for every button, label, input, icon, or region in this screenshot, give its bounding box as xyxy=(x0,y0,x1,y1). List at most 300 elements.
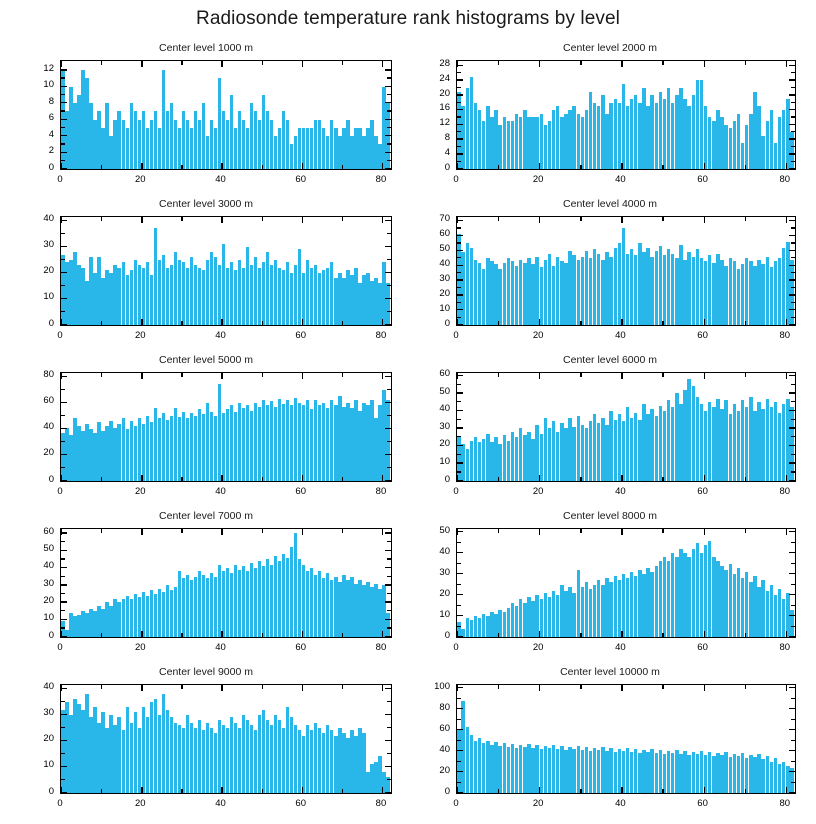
x-tick-label: 40 xyxy=(615,174,626,185)
histogram-bar xyxy=(69,613,72,637)
histogram-bar xyxy=(556,106,559,169)
histogram-bar xyxy=(683,99,686,169)
histogram-bar xyxy=(486,258,489,325)
histogram-bar xyxy=(214,577,217,637)
histogram-bar xyxy=(170,717,173,793)
y-tick xyxy=(61,152,67,153)
y-tick-label: 40 xyxy=(43,421,54,433)
histogram-bar xyxy=(334,278,337,325)
histogram-bar xyxy=(358,580,361,637)
histogram-bar xyxy=(696,397,699,481)
histogram-bar xyxy=(581,587,584,637)
histogram-bar xyxy=(166,585,169,637)
x-tick-minor xyxy=(342,529,343,533)
histogram-bar xyxy=(548,121,551,169)
y-tick-label: 40 xyxy=(439,258,450,270)
y-tick-minor xyxy=(457,257,461,258)
y-tick xyxy=(61,69,67,70)
y-tick-minor xyxy=(791,740,795,741)
y-tick-label: 0 xyxy=(444,317,450,329)
histogram-bar xyxy=(234,412,237,481)
histogram-bar xyxy=(626,407,629,481)
histogram-bar xyxy=(753,576,756,637)
x-tick xyxy=(539,631,540,637)
histogram-bar xyxy=(166,420,169,481)
y-tick xyxy=(61,298,67,299)
histogram-bar xyxy=(724,570,727,637)
histogram-bar xyxy=(338,728,341,793)
histogram-bar xyxy=(503,435,506,481)
histogram-bar xyxy=(186,418,189,481)
histogram-bar xyxy=(81,611,84,637)
x-tick-minor xyxy=(580,61,581,65)
histogram-panel xyxy=(412,42,808,196)
histogram-bar xyxy=(618,414,621,481)
histogram-bar xyxy=(378,589,381,637)
histogram-bar xyxy=(778,258,781,325)
histogram-bar xyxy=(374,762,377,793)
histogram-bar xyxy=(650,409,653,481)
histogram-bar xyxy=(117,424,120,481)
x-tick-minor xyxy=(101,165,102,169)
x-tick-minor xyxy=(342,165,343,169)
y-tick-minor xyxy=(61,727,65,728)
histogram-bar xyxy=(527,117,530,169)
histogram-bar xyxy=(89,257,92,325)
x-tick xyxy=(302,319,303,325)
histogram-bar xyxy=(230,405,233,481)
histogram-bar xyxy=(274,260,277,325)
x-tick-label: 20 xyxy=(134,642,146,653)
histogram-bar xyxy=(130,723,133,793)
histogram-bar xyxy=(679,754,682,793)
histogram-bar xyxy=(294,265,297,325)
histogram-bar xyxy=(572,593,575,637)
histogram-bar xyxy=(577,570,580,637)
y-tick xyxy=(61,601,67,602)
histogram-bar xyxy=(238,728,241,793)
histogram-bar xyxy=(729,258,732,325)
x-tick-label: 60 xyxy=(697,174,708,185)
histogram-bar xyxy=(729,414,732,481)
x-tick-label: 80 xyxy=(375,330,387,341)
y-tick-minor xyxy=(457,419,461,420)
histogram-bar xyxy=(218,265,221,325)
histogram-bar xyxy=(741,578,744,637)
histogram-bar xyxy=(774,595,777,637)
y-tick-label: 4 xyxy=(444,146,450,158)
histogram-bar xyxy=(490,261,493,325)
y-tick-label: 10 xyxy=(439,608,450,620)
histogram-bar xyxy=(663,411,666,481)
histogram-bar xyxy=(757,402,760,481)
x-tick-label: 20 xyxy=(532,642,544,653)
y-tick xyxy=(789,124,795,125)
y-tick-label: 60 xyxy=(43,525,54,537)
histogram-bar xyxy=(93,433,96,481)
histogram-bar xyxy=(548,748,551,793)
y-tick-label: 40 xyxy=(43,213,54,225)
x-tick-minor xyxy=(262,165,263,169)
y-tick-minor xyxy=(387,77,391,78)
x-tick-minor xyxy=(262,789,263,793)
histogram-bar xyxy=(737,411,740,481)
histogram-bar xyxy=(206,723,209,793)
histogram-bar xyxy=(97,723,100,793)
histogram-bar xyxy=(350,136,353,169)
x-tick-minor xyxy=(342,61,343,65)
histogram-bar xyxy=(314,723,317,793)
histogram-bar xyxy=(101,712,104,793)
y-tick-minor xyxy=(457,740,461,741)
histogram-bar xyxy=(515,114,518,169)
x-tick-minor xyxy=(580,685,581,689)
x-tick xyxy=(704,217,705,223)
bar-series xyxy=(457,217,795,325)
histogram-bar xyxy=(354,268,357,325)
histogram-bar xyxy=(745,258,748,325)
histogram-bar xyxy=(174,252,177,325)
x-tick-label: 40 xyxy=(215,642,226,653)
histogram-bar xyxy=(310,568,313,637)
histogram-bar xyxy=(142,111,145,169)
x-tick xyxy=(457,61,458,67)
x-tick xyxy=(302,217,303,223)
histogram-bar xyxy=(618,243,621,325)
histogram-bar xyxy=(113,725,116,793)
histogram-bar xyxy=(274,407,277,481)
y-tick-minor xyxy=(61,467,65,468)
histogram-bar xyxy=(523,110,526,169)
histogram-bar xyxy=(210,412,213,481)
y-tick xyxy=(789,294,795,295)
y-tick-minor xyxy=(791,317,795,318)
histogram-bar xyxy=(770,110,773,169)
x-tick xyxy=(786,61,787,67)
histogram-bar xyxy=(130,599,133,637)
histogram-bar xyxy=(618,103,621,169)
histogram-bar xyxy=(322,578,325,637)
histogram-bar xyxy=(294,725,297,793)
histogram-bar xyxy=(282,554,285,637)
x-tick-minor xyxy=(342,321,343,325)
y-tick xyxy=(61,272,67,273)
y-tick xyxy=(385,567,391,568)
y-tick xyxy=(385,740,391,741)
y-tick xyxy=(385,454,391,455)
histogram-bar xyxy=(490,117,493,169)
histogram-bar xyxy=(262,566,265,637)
y-tick-label: 0 xyxy=(48,317,54,329)
y-tick-label: 0 xyxy=(48,629,54,641)
histogram-bar xyxy=(85,424,88,481)
y-tick-minor xyxy=(61,160,65,161)
histogram-bar xyxy=(250,725,253,793)
y-tick xyxy=(457,153,463,154)
histogram-bar xyxy=(246,405,249,481)
y-tick xyxy=(457,771,463,772)
histogram-bar xyxy=(298,249,301,325)
histogram-bar xyxy=(650,95,653,169)
histogram-bar xyxy=(535,257,538,325)
y-tick xyxy=(385,619,391,620)
y-tick-minor xyxy=(61,110,65,111)
histogram-bar xyxy=(222,725,225,793)
x-tick-label: 80 xyxy=(779,174,791,185)
histogram-bar xyxy=(614,576,617,637)
histogram-bar xyxy=(81,268,84,325)
histogram-bar xyxy=(298,730,301,793)
histogram-bar xyxy=(753,92,756,169)
histogram-bar xyxy=(278,561,281,637)
histogram-bar xyxy=(757,106,760,169)
histogram-bar xyxy=(310,268,313,325)
histogram-bar xyxy=(154,594,157,637)
histogram-bar xyxy=(222,413,225,481)
histogram-bar xyxy=(230,717,233,793)
histogram-bar xyxy=(663,255,666,325)
y-tick-label: 30 xyxy=(439,420,450,432)
histogram-bar xyxy=(254,568,257,637)
histogram-bar xyxy=(85,281,88,325)
x-tick-minor xyxy=(580,165,581,169)
x-tick xyxy=(621,373,622,379)
histogram-bar xyxy=(73,699,76,793)
histogram-bar xyxy=(552,745,555,793)
histogram-bar xyxy=(77,426,80,481)
histogram-bar xyxy=(667,751,670,793)
x-tick-label: 60 xyxy=(697,330,708,341)
histogram-bar xyxy=(724,125,727,169)
y-tick xyxy=(385,220,391,221)
histogram-bar xyxy=(638,243,641,325)
x-tick-minor xyxy=(101,477,102,481)
histogram-bar xyxy=(659,750,662,793)
y-tick xyxy=(789,771,795,772)
x-tick-minor xyxy=(745,61,746,65)
histogram-bar xyxy=(687,106,690,169)
y-tick-label: 40 xyxy=(43,560,54,572)
histogram-bar xyxy=(198,120,201,169)
y-tick xyxy=(789,79,795,80)
y-tick xyxy=(789,153,795,154)
histogram-bar xyxy=(634,576,637,637)
histogram-bar xyxy=(708,255,711,325)
histogram-bar xyxy=(242,408,245,481)
y-tick xyxy=(789,250,795,251)
histogram-bar xyxy=(134,260,137,325)
histogram-bar xyxy=(564,263,567,325)
x-tick xyxy=(786,319,787,325)
histogram-panel xyxy=(8,666,404,820)
histogram-bar xyxy=(708,402,711,481)
histogram-bar xyxy=(466,88,469,169)
histogram-bar xyxy=(766,399,769,481)
y-tick xyxy=(789,410,795,411)
histogram-bar xyxy=(186,575,189,637)
histogram-bar xyxy=(334,405,337,481)
histogram-bar xyxy=(166,268,169,325)
histogram-bar xyxy=(564,428,567,481)
histogram-bar xyxy=(556,595,559,637)
histogram-bar xyxy=(117,268,120,325)
y-tick xyxy=(385,102,391,103)
histogram-bar xyxy=(683,553,686,637)
histogram-bar xyxy=(250,563,253,637)
histogram-bar xyxy=(234,565,237,637)
histogram-bar xyxy=(338,396,341,481)
histogram-bar xyxy=(182,262,185,325)
histogram-bar xyxy=(266,720,269,793)
x-tick xyxy=(141,61,142,67)
histogram-bar xyxy=(266,559,269,637)
histogram-bar xyxy=(544,418,547,481)
histogram-bar xyxy=(683,260,686,325)
histogram-bar xyxy=(585,251,588,325)
x-tick-minor xyxy=(498,165,499,169)
histogram-bar xyxy=(382,390,385,481)
histogram-bar xyxy=(589,258,592,325)
histogram-bar xyxy=(712,407,715,481)
histogram-bar xyxy=(630,249,633,325)
x-tick-label: 0 xyxy=(453,486,459,497)
histogram-bar xyxy=(482,614,485,637)
histogram-bar xyxy=(306,260,309,325)
histogram-bar xyxy=(270,725,273,793)
histogram-bar xyxy=(761,409,764,481)
histogram-bar xyxy=(358,411,361,481)
histogram-bar xyxy=(242,715,245,793)
x-tick xyxy=(704,319,705,325)
histogram-bar xyxy=(700,80,703,169)
y-tick-minor xyxy=(387,701,391,702)
x-tick xyxy=(382,685,383,691)
histogram-bar xyxy=(503,743,506,793)
histogram-bar xyxy=(515,437,518,481)
histogram-bar xyxy=(374,136,377,169)
histogram-bar xyxy=(254,730,257,793)
histogram-bar xyxy=(382,585,385,637)
histogram-bar xyxy=(478,263,481,325)
histogram-bar xyxy=(511,432,514,481)
y-tick-minor xyxy=(457,272,461,273)
histogram-bar xyxy=(202,270,205,325)
histogram-bar xyxy=(246,720,249,793)
x-tick xyxy=(61,163,62,169)
y-tick xyxy=(61,619,67,620)
histogram-bar xyxy=(202,575,205,637)
y-tick-minor xyxy=(387,110,391,111)
histogram-bar xyxy=(478,110,481,169)
histogram-bar xyxy=(266,252,269,325)
histogram-bar xyxy=(560,261,563,325)
y-tick-label: 16 xyxy=(439,102,450,114)
y-tick-minor xyxy=(387,753,391,754)
histogram-bar xyxy=(234,723,237,793)
histogram-bar xyxy=(113,599,116,637)
x-tick-minor xyxy=(262,529,263,533)
histogram-bar xyxy=(93,707,96,793)
histogram-bar xyxy=(158,128,161,169)
plot-area xyxy=(456,684,796,794)
histogram-bar xyxy=(162,694,165,793)
histogram-bar xyxy=(374,418,377,481)
histogram-bar xyxy=(675,557,678,637)
histogram-bar xyxy=(146,262,149,325)
histogram-bar xyxy=(214,257,217,325)
histogram-bar xyxy=(597,750,600,793)
histogram-bar xyxy=(93,611,96,637)
x-tick xyxy=(302,163,303,169)
y-tick xyxy=(789,445,795,446)
histogram-bar xyxy=(544,746,547,793)
histogram-bar xyxy=(182,578,185,637)
histogram-bar xyxy=(282,728,285,793)
histogram-bar xyxy=(178,725,181,793)
x-tick-minor xyxy=(262,477,263,481)
y-tick-label: 100 xyxy=(434,680,450,692)
y-tick-minor xyxy=(61,94,65,95)
x-tick xyxy=(621,631,622,637)
x-tick xyxy=(786,529,787,535)
histogram-bar xyxy=(753,757,756,793)
y-tick xyxy=(789,531,795,532)
histogram-bar xyxy=(81,70,84,169)
histogram-bar xyxy=(294,398,297,482)
histogram-bar xyxy=(581,425,584,481)
histogram-bar xyxy=(655,566,658,637)
histogram-bar xyxy=(490,612,493,637)
histogram-bar xyxy=(142,424,145,481)
y-tick xyxy=(385,480,391,481)
histogram-bar xyxy=(605,751,608,793)
panel-grid xyxy=(0,40,816,824)
y-tick xyxy=(385,376,391,377)
histogram-bar xyxy=(638,570,641,637)
x-tick xyxy=(786,631,787,637)
histogram-bar xyxy=(150,702,153,793)
y-tick-minor xyxy=(791,242,795,243)
y-tick-minor xyxy=(457,605,461,606)
histogram-bar xyxy=(314,575,317,637)
histogram-bar xyxy=(370,587,373,637)
histogram-bar xyxy=(162,255,165,325)
x-tick xyxy=(786,787,787,793)
histogram-bar xyxy=(262,95,265,169)
histogram-bar xyxy=(290,547,293,637)
histogram-bar xyxy=(318,273,321,325)
histogram-bar xyxy=(270,120,273,169)
y-tick-minor xyxy=(387,576,391,577)
histogram-bar xyxy=(97,111,100,169)
histogram-bar xyxy=(386,283,389,325)
histogram-bar xyxy=(198,571,201,637)
histogram-bar xyxy=(322,403,325,481)
x-tick-label: 60 xyxy=(295,330,306,341)
histogram-bar xyxy=(254,403,257,481)
x-tick-label: 80 xyxy=(375,642,387,653)
histogram-bar xyxy=(761,759,764,793)
histogram-bar xyxy=(749,755,752,793)
histogram-bar xyxy=(564,591,567,637)
y-tick-label: 60 xyxy=(439,368,450,380)
y-tick xyxy=(385,688,391,689)
y-tick-label: 8 xyxy=(48,95,54,107)
histogram-bar xyxy=(226,409,229,481)
histogram-bar xyxy=(238,260,241,325)
histogram-bar xyxy=(593,585,596,637)
x-tick-minor xyxy=(342,217,343,221)
